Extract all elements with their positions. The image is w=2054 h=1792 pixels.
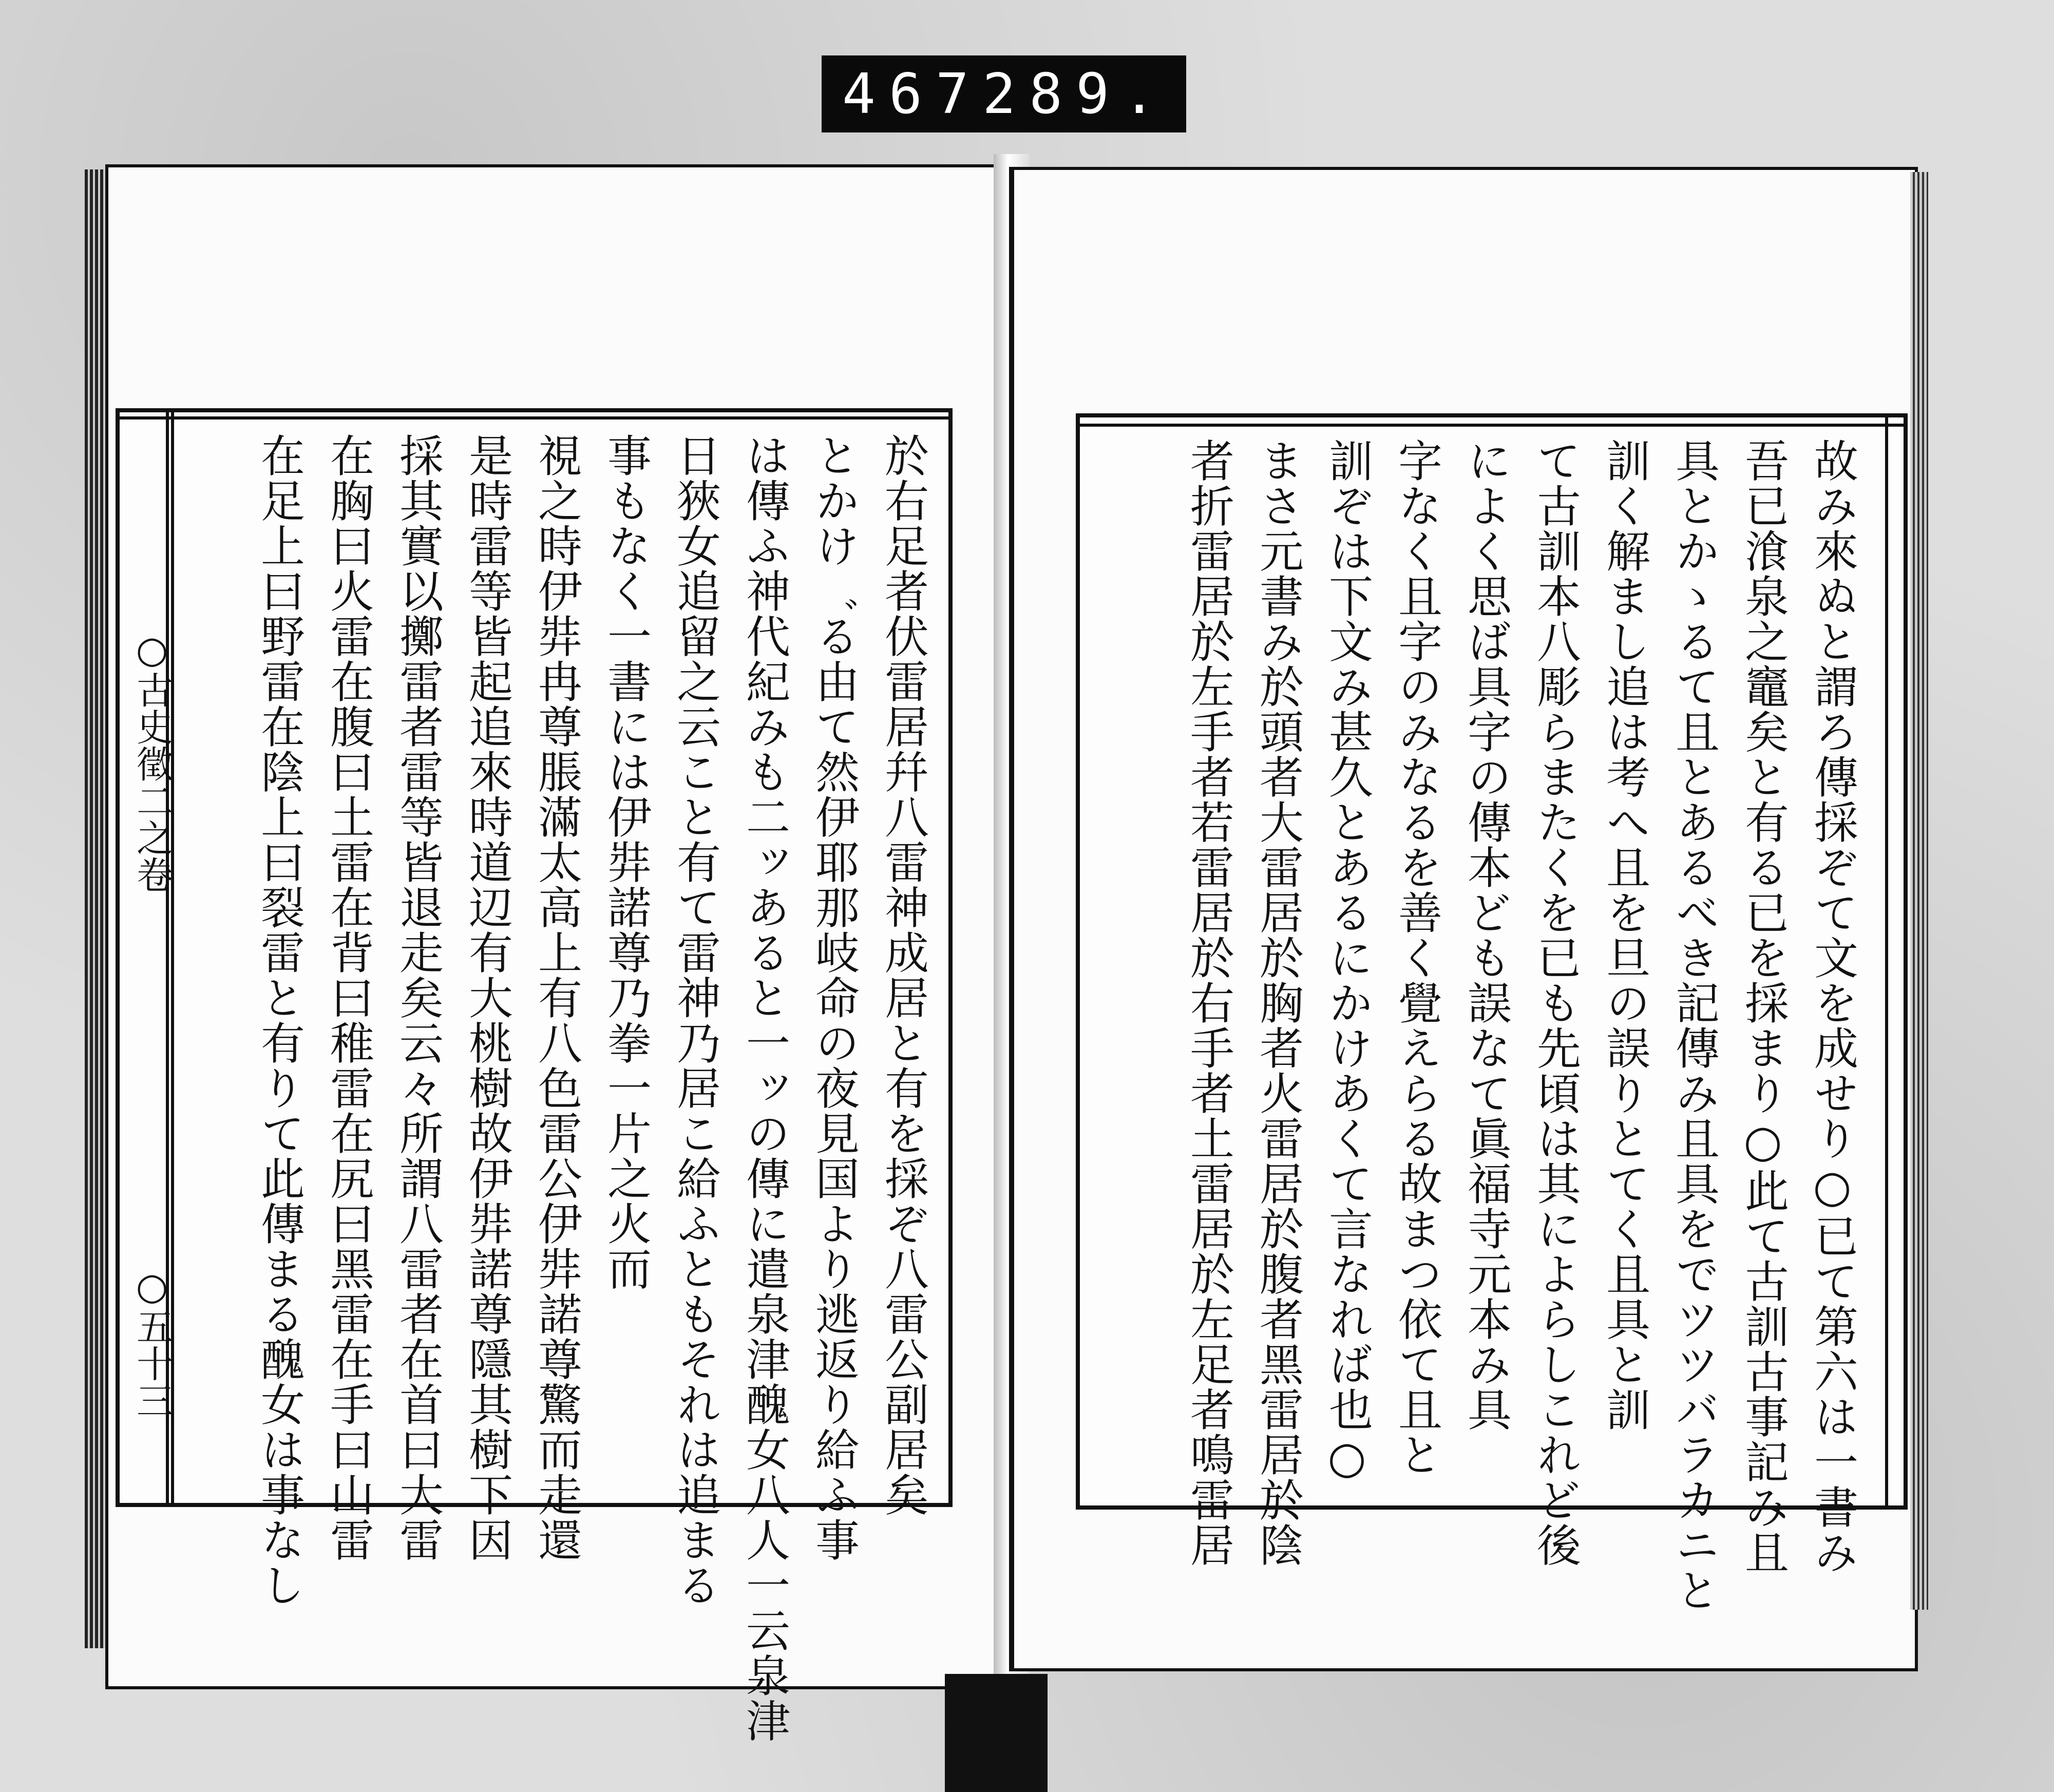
left-column-5: 事もなく一書には伊弉諾尊乃拳一片之火而 bbox=[600, 433, 651, 1291]
right-top-rule bbox=[1080, 424, 1904, 427]
left-column-2: とかけ゛る由て然伊耶那岐命の夜見国より逃返り給ふ事 bbox=[808, 433, 859, 1562]
right-column-4: 訓く解まし追は考へ且を旦の誤りとてく且具と訓 bbox=[1599, 438, 1650, 1432]
left-column-9: 在胸曰火雷在腹曰土雷在背曰稚雷在尻曰黑雷在手曰山雷 bbox=[322, 433, 374, 1562]
right-column-10: 者折雷居於左手者若雷居於右手者土雷居於左足者鳴雷居 bbox=[1183, 438, 1234, 1568]
archive-number-plate bbox=[822, 55, 1186, 132]
left-top-rule bbox=[120, 416, 948, 420]
left-column-4: 日狹女追留之云こと有て雷神乃居こ給ふともそれは追まる bbox=[669, 433, 720, 1608]
right-column-3: 具とかゝるて且とあるべき記傳み且具をでツツバラカニと bbox=[1668, 438, 1719, 1613]
left-column-6: 視之時伊弉冉尊脹滿太高上有八色雷公伊弉諾尊驚而走還 bbox=[530, 433, 582, 1562]
right-text-frame bbox=[1076, 413, 1908, 1613]
right-column-9: まさ元書み於頭者大雷居於胸者火雷居於腹者黑雷居於陰 bbox=[1252, 438, 1303, 1568]
archive-number-right: 289. bbox=[982, 62, 1170, 126]
right-column-2: 吾已湌泉之竈矣と有る已を採まり○此て古訓古事記み且 bbox=[1737, 438, 1789, 1575]
left-column-10: 在足上曰野雷在陰上曰裂雷と有りて此傳まる醜女は事なし bbox=[253, 433, 305, 1608]
binding-clip bbox=[945, 1674, 1048, 1792]
running-title: ○古史徵二之卷 bbox=[130, 628, 174, 893]
page-stack-edge-left bbox=[85, 169, 108, 1648]
left-text-frame bbox=[116, 408, 953, 1743]
right-column-7: 字なく且字のみなるを善く覺えらる故まつ依て且と bbox=[1391, 438, 1442, 1477]
right-column-1: 故み來ぬと謂ろ傳採ぞて文を成せり○已て第六は一書み bbox=[1806, 438, 1858, 1575]
right-column-8: 訓ぞは下文み甚久とあるにかけあくて言なれば也○ bbox=[1321, 438, 1373, 1484]
left-column-3: は傳ふ神代紀みも二ッあると一ッの傳に遣泉津醜女八人一云泉津 bbox=[738, 433, 790, 1743]
left-column-1: 於右足者伏雷居幷八雷神成居と有を採ぞ八雷公副居矣 bbox=[877, 433, 928, 1517]
right-column-6: によく思ば具字の傳本ども誤なて眞福寺元本み具 bbox=[1460, 438, 1511, 1432]
right-column-5: て古訓本八彫らまたくを已も先頃は其によらしこれど後 bbox=[1529, 438, 1581, 1568]
page-stack-edge-right bbox=[1910, 172, 1928, 1610]
archive-number-left: 467 bbox=[842, 62, 983, 126]
folio-number: ○五十三 bbox=[130, 1265, 174, 1419]
right-margin-rule bbox=[1885, 417, 1888, 1505]
left-column-7: 是時雷等皆起追來時道辺有大桃樹故伊弉諾尊隱其樹下因 bbox=[461, 433, 512, 1562]
left-column-8: 採其實以擲雷者雷等皆退走矣云々所謂八雷者在首曰大雷 bbox=[392, 433, 443, 1562]
